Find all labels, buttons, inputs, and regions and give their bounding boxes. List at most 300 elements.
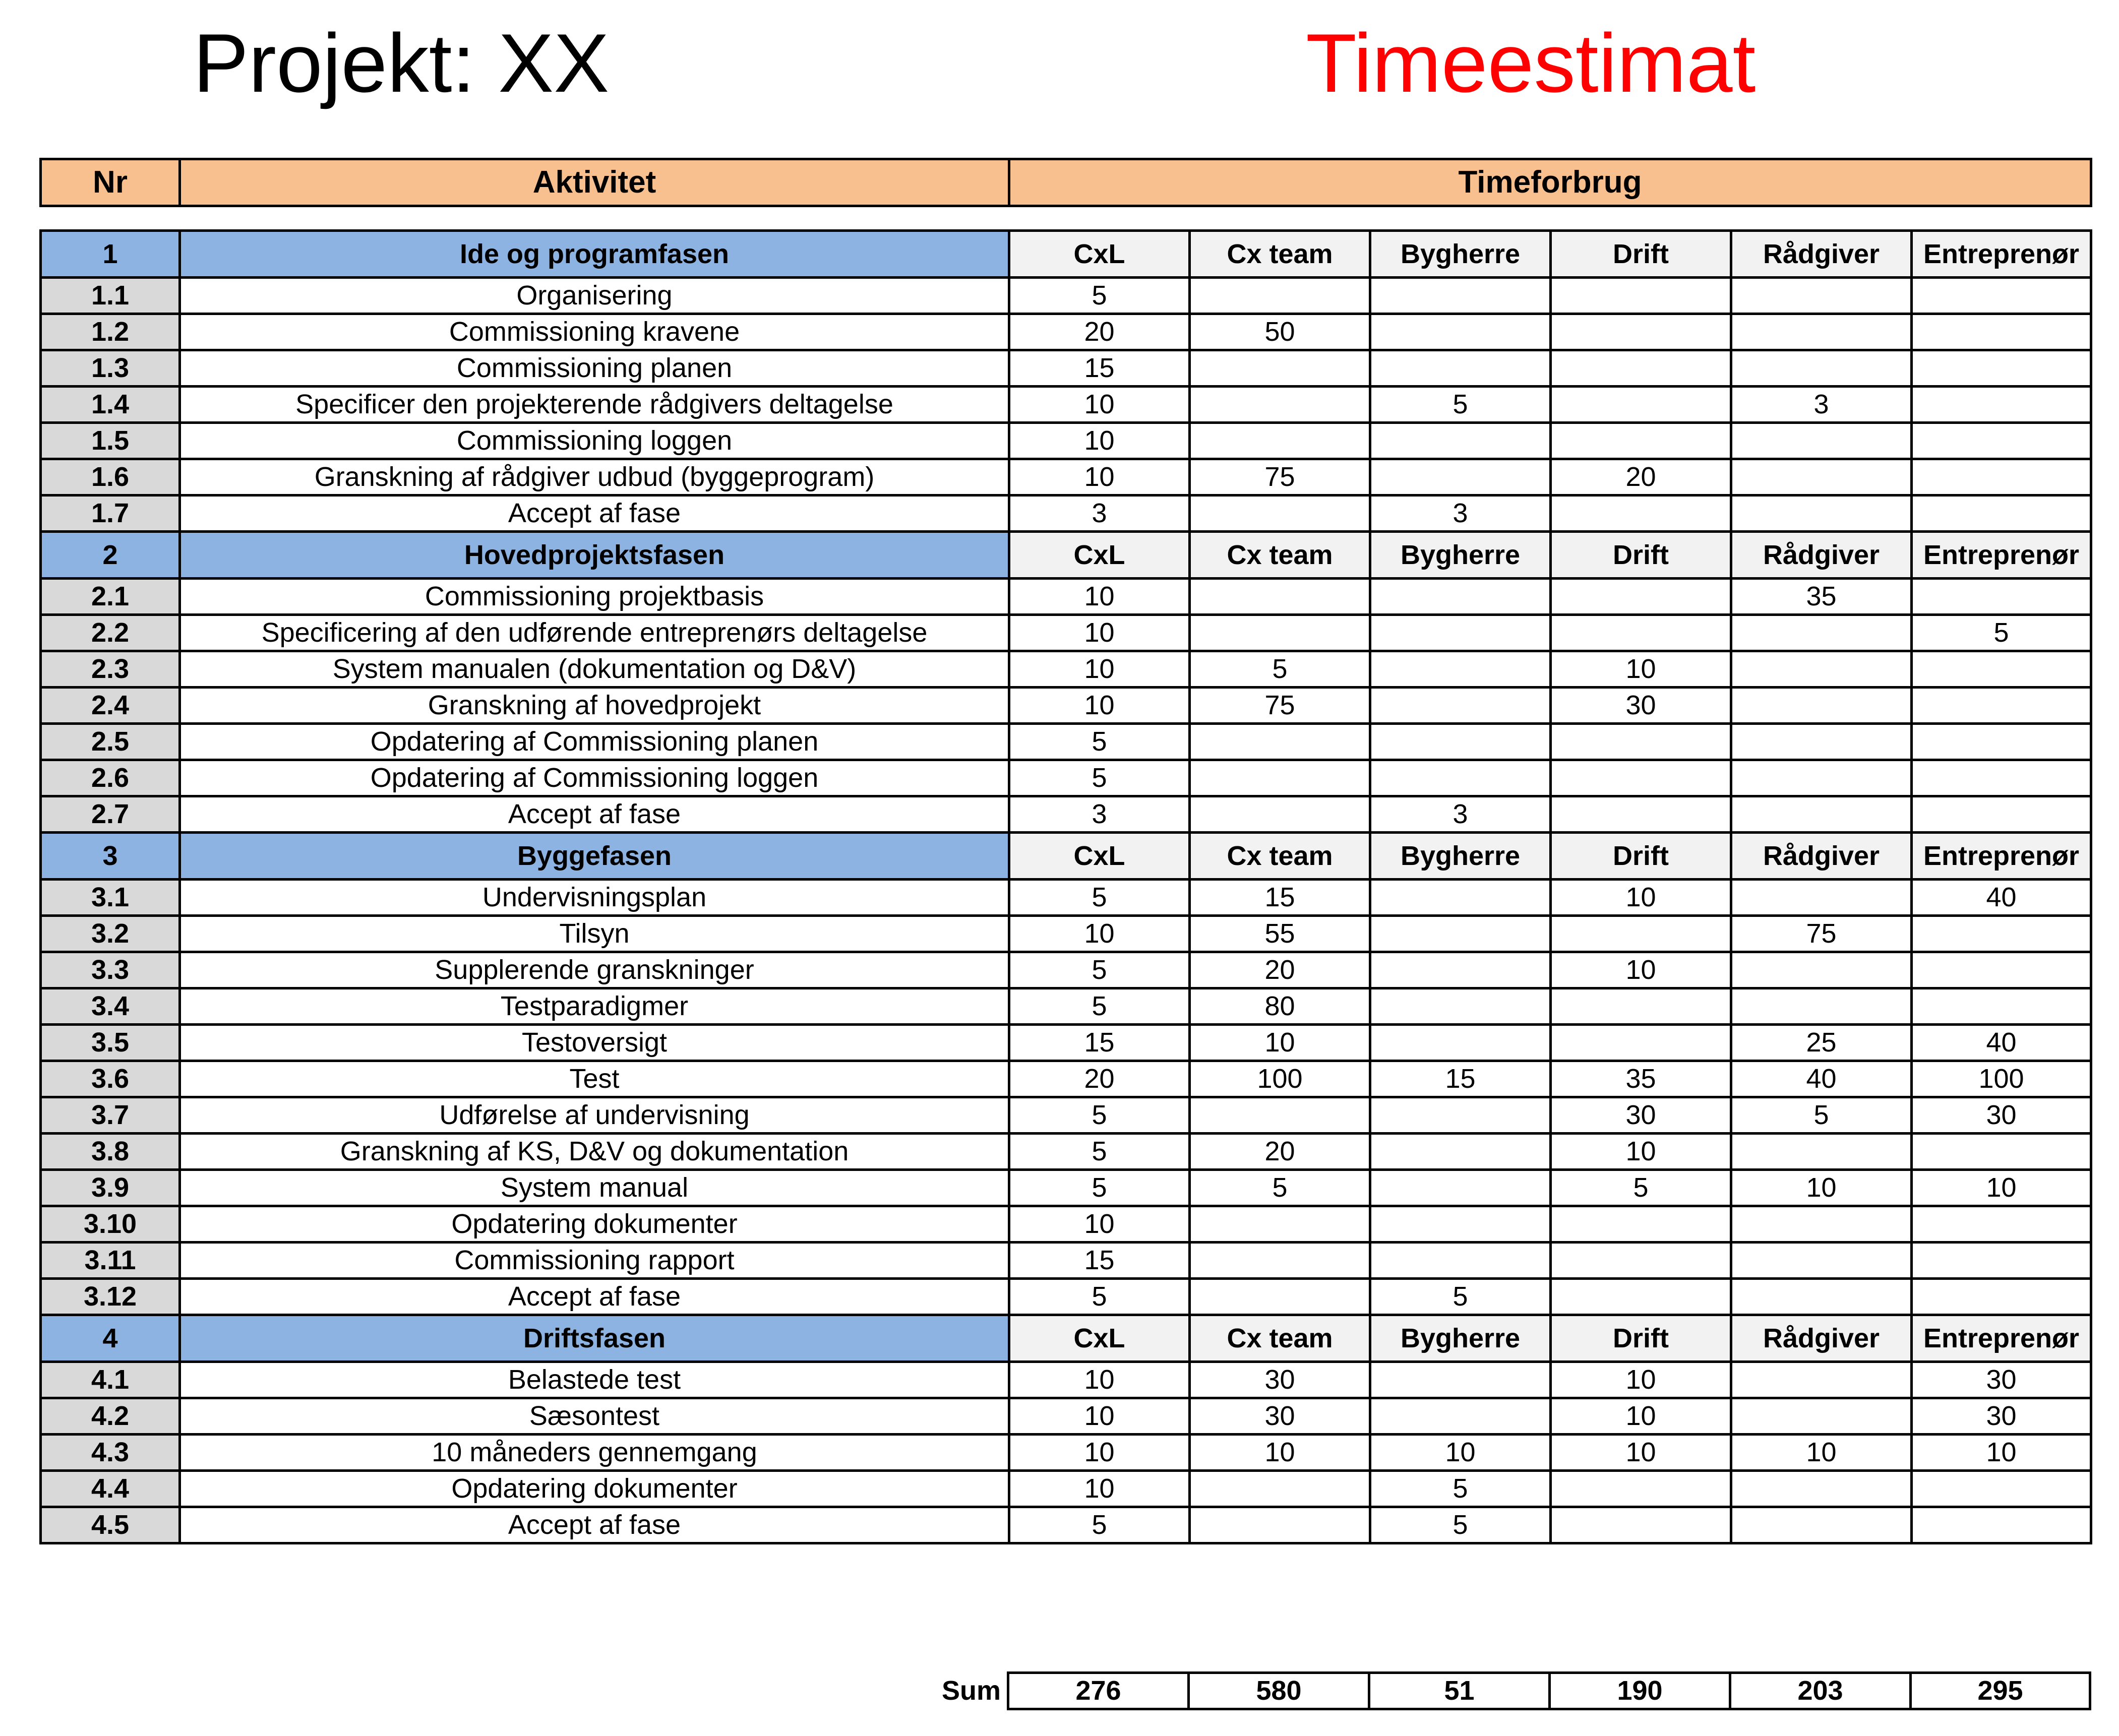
activity-number: 1.4	[41, 387, 180, 423]
hours-bygherre	[1370, 1170, 1551, 1206]
hours-cxl: 10	[1009, 615, 1190, 651]
activity-number: 4.4	[41, 1471, 180, 1507]
activity-number: 1.2	[41, 314, 180, 350]
hours-drift	[1551, 423, 1731, 459]
activity-name: System manual	[180, 1170, 1009, 1206]
table-row	[41, 350, 2091, 387]
hours-drift: 30	[1551, 1097, 1731, 1134]
column-header-raadgiver: Rådgiver	[1731, 1315, 1912, 1362]
hours-bygherre	[1370, 314, 1551, 350]
hours-entreprenoer: 30	[1912, 1398, 2091, 1435]
hours-drift	[1551, 916, 1731, 952]
hours-bygherre	[1370, 423, 1551, 459]
hours-bygherre: 5	[1370, 1507, 1551, 1543]
column-header-raadgiver: Rådgiver	[1731, 833, 1912, 880]
hours-cx-team	[1190, 423, 1370, 459]
activity-number: 1.5	[41, 423, 180, 459]
activity-name: Opdatering af Commissioning loggen	[180, 760, 1009, 796]
table-row	[41, 387, 2091, 423]
activity-number: 2.2	[41, 615, 180, 651]
hours-cx-team	[1190, 579, 1370, 615]
hours-raadgiver	[1731, 314, 1912, 350]
activity-name: Specificering af den udførende entreprenørs deltagelse	[180, 615, 1009, 651]
hours-cxl: 10	[1009, 423, 1190, 459]
hours-raadgiver: 40	[1731, 1061, 1912, 1097]
hours-cx-team	[1190, 796, 1370, 833]
hours-raadgiver	[1731, 459, 1912, 495]
hours-drift	[1551, 1243, 1731, 1279]
table-row	[41, 1097, 2091, 1134]
hours-bygherre	[1370, 651, 1551, 688]
hours-drift	[1551, 615, 1731, 651]
column-header-drift: Drift	[1551, 231, 1731, 278]
hours-drift: 5	[1551, 1170, 1731, 1206]
hours-entreprenoer	[1912, 495, 2091, 532]
hours-cxl: 5	[1009, 880, 1190, 916]
hours-bygherre	[1370, 952, 1551, 988]
column-header-entreprenoer: Entreprenør	[1912, 532, 2091, 579]
hours-bygherre	[1370, 579, 1551, 615]
hours-cxl: 3	[1009, 495, 1190, 532]
activity-name: Organisering	[180, 278, 1009, 314]
hours-drift: 10	[1551, 1134, 1731, 1170]
activity-number: 2.6	[41, 760, 180, 796]
hours-raadgiver	[1731, 495, 1912, 532]
activity-name: Sæsontest	[180, 1398, 1009, 1435]
hours-entreprenoer	[1912, 350, 2091, 387]
hours-raadgiver	[1731, 651, 1912, 688]
hours-bygherre	[1370, 350, 1551, 387]
hours-entreprenoer	[1912, 796, 2091, 833]
hours-bygherre: 15	[1370, 1061, 1551, 1097]
activity-name: Tilsyn	[180, 916, 1009, 952]
activity-name: 10 måneders gennemgang	[180, 1435, 1009, 1471]
hours-bygherre	[1370, 988, 1551, 1025]
table-row	[41, 760, 2091, 796]
hours-cx-team: 100	[1190, 1061, 1370, 1097]
hours-drift: 10	[1551, 952, 1731, 988]
activity-number: 2.3	[41, 651, 180, 688]
hours-raadgiver	[1731, 1507, 1912, 1543]
column-header-cxl: CxL	[1009, 231, 1190, 278]
hours-bygherre: 5	[1370, 1279, 1551, 1315]
hours-entreprenoer: 100	[1912, 1061, 2091, 1097]
column-header-cxl: CxL	[1009, 833, 1190, 880]
hours-cxl: 10	[1009, 688, 1190, 724]
sum-table	[1007, 1671, 2091, 1710]
hours-cx-team: 20	[1190, 1134, 1370, 1170]
hours-raadgiver	[1731, 988, 1912, 1025]
hours-bygherre: 5	[1370, 1471, 1551, 1507]
hours-raadgiver	[1731, 350, 1912, 387]
hours-drift: 30	[1551, 688, 1731, 724]
column-header-entreprenoer: Entreprenør	[1912, 1315, 2091, 1362]
phase-title: Byggefasen	[180, 833, 1009, 880]
column-header-cx-team: Cx team	[1190, 532, 1370, 579]
hours-entreprenoer	[1912, 760, 2091, 796]
hours-entreprenoer: 30	[1912, 1362, 2091, 1398]
hours-cx-team: 50	[1190, 314, 1370, 350]
phase-number: 4	[41, 1315, 180, 1362]
hours-cxl: 15	[1009, 350, 1190, 387]
table-row	[41, 1398, 2091, 1435]
hours-entreprenoer: 10	[1912, 1170, 2091, 1206]
hours-cxl: 5	[1009, 1170, 1190, 1206]
activity-name: Test	[180, 1061, 1009, 1097]
hours-drift: 10	[1551, 880, 1731, 916]
hours-raadgiver	[1731, 278, 1912, 314]
hours-cx-team: 15	[1190, 880, 1370, 916]
activity-name: Commissioning projektbasis	[180, 579, 1009, 615]
hours-cxl: 10	[1009, 1398, 1190, 1435]
hours-entreprenoer	[1912, 724, 2091, 760]
table-row	[41, 1279, 2091, 1315]
header-activity: Aktivitet	[180, 159, 1009, 206]
hours-cxl: 15	[1009, 1243, 1190, 1279]
hours-cx-team	[1190, 760, 1370, 796]
table-row	[41, 880, 2091, 916]
activity-name: Granskning af hovedprojekt	[180, 688, 1009, 724]
table-row	[41, 579, 2091, 615]
hours-raadgiver	[1731, 1362, 1912, 1398]
activity-name: Opdatering dokumenter	[180, 1471, 1009, 1507]
hours-raadgiver: 25	[1731, 1025, 1912, 1061]
column-header-drift: Drift	[1551, 833, 1731, 880]
hours-raadgiver	[1731, 1243, 1912, 1279]
activity-name: Testoversigt	[180, 1025, 1009, 1061]
header-nr: Nr	[41, 159, 180, 206]
sum-cxl: 276	[1008, 1673, 1189, 1709]
hours-cx-team: 5	[1190, 1170, 1370, 1206]
phase-title: Hovedprojektsfasen	[180, 532, 1009, 579]
hours-drift	[1551, 796, 1731, 833]
activity-number: 4.1	[41, 1362, 180, 1398]
hours-drift	[1551, 1471, 1731, 1507]
table-row	[41, 724, 2091, 760]
hours-raadgiver	[1731, 796, 1912, 833]
activity-number: 2.7	[41, 796, 180, 833]
hours-cx-team: 30	[1190, 1362, 1370, 1398]
hours-cxl: 5	[1009, 1507, 1190, 1543]
sum-row	[1008, 1673, 2090, 1709]
hours-entreprenoer	[1912, 1243, 2091, 1279]
hours-cx-team	[1190, 495, 1370, 532]
hours-cxl: 10	[1009, 1362, 1190, 1398]
estimate-title: Timeestimat	[1306, 17, 1756, 109]
hours-entreprenoer	[1912, 314, 2091, 350]
hours-cxl: 10	[1009, 1471, 1190, 1507]
hours-bygherre	[1370, 880, 1551, 916]
sum-label: Sum	[941, 1676, 1001, 1706]
hours-entreprenoer	[1912, 278, 2091, 314]
hours-cx-team: 80	[1190, 988, 1370, 1025]
column-header-raadgiver: Rådgiver	[1731, 532, 1912, 579]
table-row	[41, 952, 2091, 988]
hours-drift	[1551, 760, 1731, 796]
phase-row	[41, 532, 2091, 579]
hours-drift: 10	[1551, 1398, 1731, 1435]
hours-raadgiver: 10	[1731, 1435, 1912, 1471]
activity-number: 4.5	[41, 1507, 180, 1543]
hours-cxl: 5	[1009, 1279, 1190, 1315]
table-row	[41, 423, 2091, 459]
hours-bygherre	[1370, 724, 1551, 760]
activity-number: 3.4	[41, 988, 180, 1025]
hours-entreprenoer	[1912, 423, 2091, 459]
table-row	[41, 1507, 2091, 1543]
hours-drift	[1551, 278, 1731, 314]
activity-name: Udførelse af undervisning	[180, 1097, 1009, 1134]
activity-name: Commissioning loggen	[180, 423, 1009, 459]
activity-name: Accept af fase	[180, 1279, 1009, 1315]
hours-entreprenoer: 5	[1912, 615, 2091, 651]
hours-cx-team	[1190, 615, 1370, 651]
hours-raadgiver	[1731, 724, 1912, 760]
hours-drift	[1551, 495, 1731, 532]
hours-bygherre	[1370, 1362, 1551, 1398]
hours-entreprenoer	[1912, 952, 2091, 988]
hours-cx-team	[1190, 1243, 1370, 1279]
table-row	[41, 1471, 2091, 1507]
phase-number: 3	[41, 833, 180, 880]
hours-entreprenoer	[1912, 387, 2091, 423]
activity-name: Testparadigmer	[180, 988, 1009, 1025]
hours-drift	[1551, 1025, 1731, 1061]
activity-name: Granskning af KS, D&V og dokumentation	[180, 1134, 1009, 1170]
column-header-bygherre: Bygherre	[1370, 1315, 1551, 1362]
table-row	[41, 1061, 2091, 1097]
hours-raadgiver	[1731, 1398, 1912, 1435]
hours-drift	[1551, 387, 1731, 423]
activity-number: 1.1	[41, 278, 180, 314]
table-row	[41, 1362, 2091, 1398]
hours-cx-team	[1190, 1279, 1370, 1315]
column-header-entreprenoer: Entreprenør	[1912, 231, 2091, 278]
column-header-cx-team: Cx team	[1190, 1315, 1370, 1362]
hours-entreprenoer: 10	[1912, 1435, 2091, 1471]
activity-number: 3.8	[41, 1134, 180, 1170]
hours-bygherre	[1370, 688, 1551, 724]
hours-raadgiver	[1731, 880, 1912, 916]
table-row	[41, 1243, 2091, 1279]
table-row	[41, 988, 2091, 1025]
hours-cxl: 10	[1009, 651, 1190, 688]
activity-name: Undervisningsplan	[180, 880, 1009, 916]
hours-cxl: 10	[1009, 579, 1190, 615]
estimate-table	[39, 229, 2092, 1544]
hours-cxl: 10	[1009, 1435, 1190, 1471]
hours-raadgiver	[1731, 1279, 1912, 1315]
table-row	[41, 495, 2091, 532]
hours-bygherre	[1370, 1134, 1551, 1170]
phase-row	[41, 231, 2091, 278]
phase-number: 2	[41, 532, 180, 579]
activity-number: 2.5	[41, 724, 180, 760]
activity-name: Commissioning kravene	[180, 314, 1009, 350]
column-header-bygherre: Bygherre	[1370, 833, 1551, 880]
activity-number: 3.10	[41, 1206, 180, 1243]
hours-bygherre	[1370, 1206, 1551, 1243]
hours-bygherre: 3	[1370, 495, 1551, 532]
hours-bygherre	[1370, 278, 1551, 314]
hours-cx-team	[1190, 1097, 1370, 1134]
hours-raadgiver	[1731, 760, 1912, 796]
hours-entreprenoer: 40	[1912, 1025, 2091, 1061]
hours-cxl: 5	[1009, 760, 1190, 796]
phase-title: Ide og programfasen	[180, 231, 1009, 278]
hours-drift: 20	[1551, 459, 1731, 495]
hours-cx-team	[1190, 1471, 1370, 1507]
column-header-drift: Drift	[1551, 1315, 1731, 1362]
activity-name: Accept af fase	[180, 796, 1009, 833]
activity-name: Belastede test	[180, 1362, 1009, 1398]
activity-name: Commissioning rapport	[180, 1243, 1009, 1279]
hours-cxl: 10	[1009, 387, 1190, 423]
hours-drift: 10	[1551, 1435, 1731, 1471]
activity-name: Commissioning planen	[180, 350, 1009, 387]
activity-number: 3.2	[41, 916, 180, 952]
activity-number: 3.12	[41, 1279, 180, 1315]
hours-cxl: 5	[1009, 278, 1190, 314]
column-header-cx-team: Cx team	[1190, 833, 1370, 880]
activity-name: Opdatering af Commissioning planen	[180, 724, 1009, 760]
sum-drift: 190	[1550, 1673, 1730, 1709]
column-header-bygherre: Bygherre	[1370, 231, 1551, 278]
hours-entreprenoer	[1912, 1471, 2091, 1507]
hours-cxl: 5	[1009, 1134, 1190, 1170]
header-time: Timeforbrug	[1009, 159, 2091, 206]
hours-cx-team: 30	[1190, 1398, 1370, 1435]
hours-bygherre	[1370, 459, 1551, 495]
hours-drift	[1551, 579, 1731, 615]
hours-cx-team: 10	[1190, 1435, 1370, 1471]
hours-raadgiver: 3	[1731, 387, 1912, 423]
phase-title: Driftsfasen	[180, 1315, 1009, 1362]
hours-raadgiver	[1731, 615, 1912, 651]
activity-name: Specificer den projekterende rådgivers deltagelse	[180, 387, 1009, 423]
hours-entreprenoer	[1912, 1206, 2091, 1243]
hours-cx-team	[1190, 278, 1370, 314]
activity-name: System manualen (dokumentation og D&V)	[180, 651, 1009, 688]
hours-entreprenoer	[1912, 651, 2091, 688]
column-header-drift: Drift	[1551, 532, 1731, 579]
activity-name: Accept af fase	[180, 495, 1009, 532]
hours-raadgiver: 5	[1731, 1097, 1912, 1134]
hours-cxl: 5	[1009, 1097, 1190, 1134]
hours-cx-team: 75	[1190, 459, 1370, 495]
sum-cx-team: 580	[1189, 1673, 1369, 1709]
hours-raadgiver	[1731, 1471, 1912, 1507]
activity-number: 3.11	[41, 1243, 180, 1279]
activity-number: 2.1	[41, 579, 180, 615]
hours-entreprenoer: 40	[1912, 880, 2091, 916]
hours-drift	[1551, 1279, 1731, 1315]
table-row	[41, 916, 2091, 952]
hours-entreprenoer	[1912, 459, 2091, 495]
table-row	[41, 651, 2091, 688]
hours-cx-team: 10	[1190, 1025, 1370, 1061]
hours-cxl: 5	[1009, 952, 1190, 988]
activity-number: 2.4	[41, 688, 180, 724]
hours-bygherre	[1370, 760, 1551, 796]
hours-drift	[1551, 988, 1731, 1025]
hours-raadgiver	[1731, 688, 1912, 724]
table-row	[41, 278, 2091, 314]
column-header-cxl: CxL	[1009, 1315, 1190, 1362]
table-row	[41, 1134, 2091, 1170]
table-row	[41, 459, 2091, 495]
sum-raadgiver: 203	[1730, 1673, 1911, 1709]
hours-raadgiver: 35	[1731, 579, 1912, 615]
hours-drift	[1551, 724, 1731, 760]
hours-raadgiver: 10	[1731, 1170, 1912, 1206]
table-row	[41, 1435, 2091, 1471]
activity-number: 3.3	[41, 952, 180, 988]
hours-drift: 10	[1551, 651, 1731, 688]
hours-cxl: 10	[1009, 1206, 1190, 1243]
hours-cxl: 3	[1009, 796, 1190, 833]
hours-bygherre	[1370, 1243, 1551, 1279]
table-row	[41, 615, 2091, 651]
hours-raadgiver	[1731, 423, 1912, 459]
hours-raadgiver	[1731, 1134, 1912, 1170]
hours-cx-team	[1190, 387, 1370, 423]
hours-cxl: 10	[1009, 459, 1190, 495]
hours-bygherre	[1370, 615, 1551, 651]
table-row	[41, 1206, 2091, 1243]
hours-entreprenoer	[1912, 988, 2091, 1025]
column-header-cxl: CxL	[1009, 532, 1190, 579]
hours-cxl: 5	[1009, 988, 1190, 1025]
sum-bygherre: 51	[1369, 1673, 1550, 1709]
hours-cx-team: 20	[1190, 952, 1370, 988]
sum-entreprenoer: 295	[1911, 1673, 2090, 1709]
hours-bygherre: 10	[1370, 1435, 1551, 1471]
hours-raadgiver: 75	[1731, 916, 1912, 952]
phase-row	[41, 1315, 2091, 1362]
activity-number: 3.6	[41, 1061, 180, 1097]
hours-drift	[1551, 314, 1731, 350]
hours-cx-team: 5	[1190, 651, 1370, 688]
activity-name: Opdatering dokumenter	[180, 1206, 1009, 1243]
activity-number: 3.1	[41, 880, 180, 916]
phase-number: 1	[41, 231, 180, 278]
table-row	[41, 688, 2091, 724]
table-row	[41, 1025, 2091, 1061]
estimate-table-body	[41, 231, 2091, 1543]
activity-name: Accept af fase	[180, 1507, 1009, 1543]
column-header-entreprenoer: Entreprenør	[1912, 833, 2091, 880]
hours-cxl: 15	[1009, 1025, 1190, 1061]
hours-raadgiver	[1731, 952, 1912, 988]
activity-name: Granskning af rådgiver udbud (byggeprogram)	[180, 459, 1009, 495]
hours-cx-team	[1190, 1206, 1370, 1243]
hours-drift	[1551, 1206, 1731, 1243]
hours-drift: 10	[1551, 1362, 1731, 1398]
activity-number: 1.6	[41, 459, 180, 495]
activity-number: 4.2	[41, 1398, 180, 1435]
table-row	[41, 796, 2091, 833]
hours-drift	[1551, 1507, 1731, 1543]
hours-bygherre: 3	[1370, 796, 1551, 833]
activity-number: 1.7	[41, 495, 180, 532]
hours-bygherre	[1370, 1025, 1551, 1061]
activity-name: Supplerende granskninger	[180, 952, 1009, 988]
table-row	[41, 314, 2091, 350]
project-title: Projekt: XX	[193, 17, 610, 109]
hours-drift	[1551, 350, 1731, 387]
hours-drift: 35	[1551, 1061, 1731, 1097]
